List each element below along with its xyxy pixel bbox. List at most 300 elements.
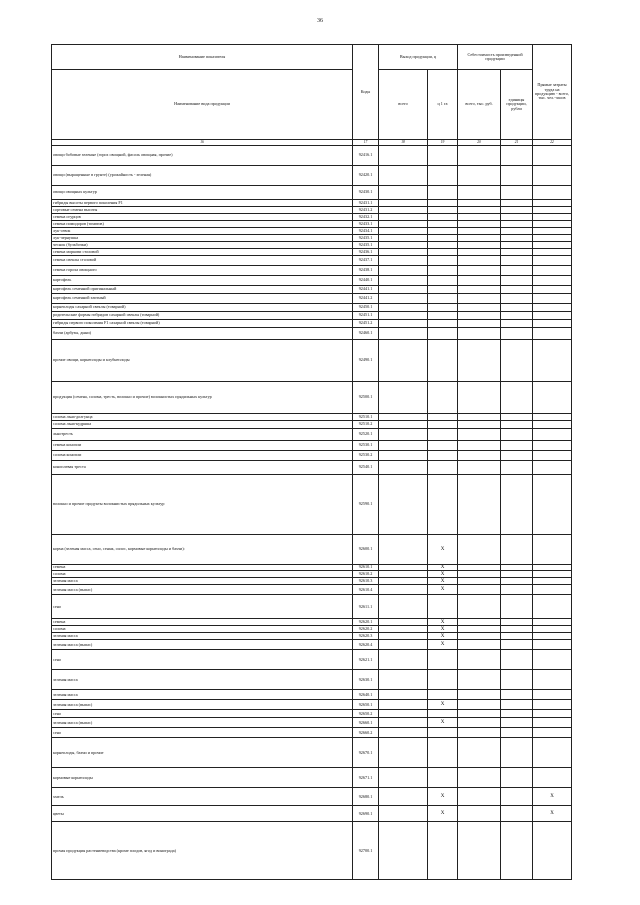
cost-unit-cell xyxy=(501,294,533,304)
output-total-cell xyxy=(379,670,428,690)
column-number: 19 xyxy=(428,140,458,146)
cost-header: Себестоимость произведенной продукции xyxy=(458,45,533,70)
product-name-cell: зеленая масса (выпас) xyxy=(52,640,353,650)
product-code-cell: 92490.1 xyxy=(353,340,379,382)
cost-unit-cell xyxy=(501,328,533,340)
output-per-ha-cell xyxy=(428,228,458,235)
product-code-cell: 92451.1 xyxy=(353,312,379,320)
output-per-ha-cell: X xyxy=(428,565,458,571)
cost-unit-cell xyxy=(501,429,533,441)
cost-unit-cell xyxy=(501,670,533,690)
cost-unit-cell xyxy=(501,312,533,320)
product-code-cell: 92530.1 xyxy=(353,441,379,451)
table-row xyxy=(52,670,572,690)
labor-cell xyxy=(533,461,572,475)
output-per-ha-cell: X xyxy=(428,619,458,626)
cost-unit-cell xyxy=(501,619,533,626)
product-name-cell: солома xyxy=(52,626,353,633)
table-row xyxy=(52,571,572,578)
labor-cell xyxy=(533,414,572,421)
product-name-cell: семена огурцов xyxy=(52,214,353,221)
cost-unit-cell xyxy=(501,242,533,249)
product-code-cell: 92650.2 xyxy=(353,710,379,718)
output-total-cell xyxy=(379,788,428,806)
product-name-cell: корнеплоды сахарной свеклы (товарной) xyxy=(52,304,353,312)
table-row xyxy=(52,228,572,235)
product-name-cell: корнеплоды, бахчи и прочие xyxy=(52,738,353,768)
product-code-cell: 92510.2 xyxy=(353,421,379,429)
labor-cell xyxy=(533,221,572,228)
cost-total-cell xyxy=(458,690,501,700)
output-total-cell xyxy=(379,340,428,382)
output-total-cell xyxy=(379,626,428,633)
table-row xyxy=(52,320,572,328)
output-total-cell xyxy=(379,475,428,535)
cost-total-cell xyxy=(458,640,501,650)
output-per-ha-cell xyxy=(428,286,458,294)
product-header: Наименование вида продукции xyxy=(52,70,353,140)
cost-unit-cell xyxy=(501,186,533,200)
product-code-cell: 92431.1 xyxy=(353,200,379,207)
cost-unit-cell xyxy=(501,256,533,266)
cost-total-cell xyxy=(458,266,501,276)
cost-total-cell xyxy=(458,429,501,441)
product-name-cell: солома льна-кудряша xyxy=(52,421,353,429)
cost-unit-cell xyxy=(501,214,533,221)
cost-unit-cell xyxy=(501,200,533,207)
table-row xyxy=(52,266,572,276)
product-name-cell: хмель xyxy=(52,788,353,806)
output-per-ha-cell xyxy=(428,328,458,340)
labor-cell xyxy=(533,200,572,207)
product-name-cell: семена xyxy=(52,565,353,571)
labor-cell xyxy=(533,650,572,670)
cost-total-cell xyxy=(458,700,501,710)
product-name-cell: прочие овощи, корнеплоды и клубнеплоды xyxy=(52,340,353,382)
output-per-ha-cell xyxy=(428,595,458,619)
table-row xyxy=(52,312,572,320)
labor-cell xyxy=(533,320,572,328)
cost-unit-cell xyxy=(501,304,533,312)
table-row xyxy=(52,700,572,710)
cost-unit-cell xyxy=(501,728,533,738)
product-name-cell: овощи бобовые зеленые (горох овощной, фасоль овощная, прочие) xyxy=(52,146,353,166)
cost-unit-cell xyxy=(501,441,533,451)
table-row xyxy=(52,249,572,256)
output-total-cell xyxy=(379,738,428,768)
cost-unit-cell xyxy=(501,768,533,788)
table-row xyxy=(52,166,572,186)
output-per-ha-cell xyxy=(428,710,458,718)
cost-unit-cell xyxy=(501,266,533,276)
output-total-cell xyxy=(379,718,428,728)
output-per-ha-cell: X xyxy=(428,788,458,806)
product-code-cell: 92433.1 xyxy=(353,221,379,228)
output-total-cell xyxy=(379,228,428,235)
labor-cell xyxy=(533,429,572,441)
product-code-cell: 92435.1 xyxy=(353,235,379,242)
labor-cell xyxy=(533,728,572,738)
column-number: 18 xyxy=(379,140,428,146)
output-total-cell xyxy=(379,619,428,626)
output-total-cell xyxy=(379,328,428,340)
cost-total-cell xyxy=(458,461,501,475)
output-total-cell xyxy=(379,200,428,207)
product-name-cell: коноплевая треста xyxy=(52,461,353,475)
labor-cell xyxy=(533,207,572,214)
cost-total-cell xyxy=(458,585,501,595)
output-total-cell xyxy=(379,166,428,186)
output-per-ha-cell xyxy=(428,441,458,451)
cost-unit-cell xyxy=(501,146,533,166)
output-per-ha-cell xyxy=(428,146,458,166)
output-total-cell xyxy=(379,304,428,312)
cost-unit-header: единицы продукции, рубли xyxy=(501,70,533,140)
table-row xyxy=(52,822,572,880)
labor-cell xyxy=(533,421,572,429)
labor-cell xyxy=(533,266,572,276)
product-code-cell: 92670.1 xyxy=(353,738,379,768)
column-number: 16 xyxy=(52,140,353,146)
output-per-ha-cell xyxy=(428,256,458,266)
table-row xyxy=(52,441,572,451)
page-number: 36 xyxy=(317,18,323,24)
labor-cell xyxy=(533,700,572,710)
labor-cell: X xyxy=(533,806,572,822)
output-per-ha-cell xyxy=(428,728,458,738)
cost-unit-cell xyxy=(501,475,533,535)
output-per-ha-cell xyxy=(428,242,458,249)
product-name-cell: гибриды первого поколения F1 сахарной свеклы (товарной) xyxy=(52,320,353,328)
product-code-cell: 92610.1 xyxy=(353,565,379,571)
labor-cell xyxy=(533,242,572,249)
labor-cell xyxy=(533,535,572,565)
labor-cell xyxy=(533,626,572,633)
cost-total-cell xyxy=(458,256,501,266)
cost-unit-cell xyxy=(501,235,533,242)
product-name-cell: солома льна-долгунца xyxy=(52,414,353,421)
output-total-cell xyxy=(379,221,428,228)
table-row xyxy=(52,619,572,626)
cost-total-cell xyxy=(458,221,501,228)
output-total-cell xyxy=(379,640,428,650)
cost-total-cell xyxy=(458,421,501,429)
product-code-cell: 92640.1 xyxy=(353,690,379,700)
cost-unit-cell xyxy=(501,228,533,235)
table-row xyxy=(52,451,572,461)
output-total-cell xyxy=(379,320,428,328)
cost-unit-cell xyxy=(501,571,533,578)
output-per-ha-cell xyxy=(428,822,458,880)
product-code-cell: 92450.1 xyxy=(353,304,379,312)
cost-unit-cell xyxy=(501,788,533,806)
cost-unit-cell xyxy=(501,320,533,328)
report-table xyxy=(51,44,572,880)
product-name-cell: сено xyxy=(52,728,353,738)
output-per-ha-cell xyxy=(428,461,458,475)
product-code-cell: 92440.1 xyxy=(353,276,379,286)
table-row xyxy=(52,414,572,421)
output-total-cell xyxy=(379,429,428,441)
product-name-cell: картофель семенной оригинальный xyxy=(52,286,353,294)
output-total-cell xyxy=(379,822,428,880)
cost-unit-cell xyxy=(501,718,533,728)
output-total-cell xyxy=(379,571,428,578)
output-per-ha-cell: X xyxy=(428,640,458,650)
output-per-ha-cell xyxy=(428,382,458,414)
product-code-cell: 92610.3 xyxy=(353,578,379,585)
column-number: 21 xyxy=(501,140,533,146)
table-row xyxy=(52,242,572,249)
cost-unit-cell xyxy=(501,806,533,822)
product-name-cell: цветы xyxy=(52,806,353,822)
product-code-cell: 92432.1 xyxy=(353,214,379,221)
table-row xyxy=(52,214,572,221)
table-row xyxy=(52,626,572,633)
cost-unit-cell xyxy=(501,166,533,186)
product-code-cell: 92600.1 xyxy=(353,535,379,565)
cost-total-header: всего, тыс. руб. xyxy=(458,70,501,140)
output-total-cell xyxy=(379,256,428,266)
output-total-cell xyxy=(379,235,428,242)
cost-total-cell xyxy=(458,249,501,256)
output-total-cell xyxy=(379,312,428,320)
product-code-cell: 92436.1 xyxy=(353,249,379,256)
output-total-cell xyxy=(379,451,428,461)
cost-unit-cell xyxy=(501,585,533,595)
product-name-cell: зеленая масса xyxy=(52,690,353,700)
output-per-ha-cell xyxy=(428,451,458,461)
product-name-cell: сено xyxy=(52,595,353,619)
product-code-cell: 92434.1 xyxy=(353,228,379,235)
cost-total-cell xyxy=(458,242,501,249)
output-total-cell xyxy=(379,294,428,304)
output-total-cell xyxy=(379,382,428,414)
labor-cell xyxy=(533,718,572,728)
output-per-ha-cell: X xyxy=(428,585,458,595)
cost-total-cell xyxy=(458,276,501,286)
product-name-cell: чеснок (бульбочки) xyxy=(52,242,353,249)
cost-total-cell xyxy=(458,166,501,186)
cost-unit-cell xyxy=(501,207,533,214)
labor-cell xyxy=(533,286,572,294)
output-per-ha-cell xyxy=(428,421,458,429)
labor-cell xyxy=(533,312,572,320)
labor-cell xyxy=(533,186,572,200)
product-code-cell: 92660.1 xyxy=(353,718,379,728)
output-per-ha-cell: X xyxy=(428,535,458,565)
cost-total-cell xyxy=(458,571,501,578)
output-total-cell xyxy=(379,186,428,200)
output-per-ha-cell xyxy=(428,429,458,441)
cost-unit-cell xyxy=(501,822,533,880)
output-per-ha-header: ц 1 га xyxy=(428,70,458,140)
product-code-cell: 92416.1 xyxy=(353,146,379,166)
output-total-cell xyxy=(379,710,428,718)
table-body xyxy=(52,146,572,880)
table-row xyxy=(52,429,572,441)
product-code-cell: 92540.1 xyxy=(353,461,379,475)
table-row xyxy=(52,806,572,822)
cost-total-cell xyxy=(458,822,501,880)
output-per-ha-cell xyxy=(428,207,458,214)
output-per-ha-cell xyxy=(428,738,458,768)
table-row xyxy=(52,728,572,738)
cost-total-cell xyxy=(458,619,501,626)
product-name-cell: сортовые семена высоты xyxy=(52,207,353,214)
product-name-cell: корма (зеленая масса, сено, сенаж, силос, кормовые корнеплоды и бахчи): xyxy=(52,535,353,565)
output-per-ha-cell xyxy=(428,221,458,228)
product-name-cell: картофель семенной элитный xyxy=(52,294,353,304)
labor-cell xyxy=(533,294,572,304)
output-per-ha-cell: X xyxy=(428,571,458,578)
cost-total-cell xyxy=(458,578,501,585)
product-code-cell: 92700.1 xyxy=(353,822,379,880)
cost-unit-cell xyxy=(501,700,533,710)
labor-cell xyxy=(533,633,572,640)
cost-unit-cell xyxy=(501,221,533,228)
output-per-ha-cell xyxy=(428,235,458,242)
product-name-cell: сено xyxy=(52,650,353,670)
product-name-cell: семена помидоров (томатов) xyxy=(52,221,353,228)
output-total-cell xyxy=(379,441,428,451)
cost-unit-cell xyxy=(501,535,533,565)
cost-unit-cell xyxy=(501,710,533,718)
table-row xyxy=(52,710,572,718)
cost-unit-cell xyxy=(501,276,533,286)
product-code-cell: 92441.1 xyxy=(353,286,379,294)
table-row xyxy=(52,718,572,728)
labor-cell xyxy=(533,451,572,461)
output-total-cell xyxy=(379,414,428,421)
product-code-cell: 92630.1 xyxy=(353,670,379,690)
output-per-ha-cell xyxy=(428,340,458,382)
output-total-cell xyxy=(379,249,428,256)
code-header: Коды xyxy=(353,45,379,140)
table-row xyxy=(52,200,572,207)
table-row xyxy=(52,690,572,700)
output-total-cell xyxy=(379,421,428,429)
table-row xyxy=(52,650,572,670)
output-total-cell xyxy=(379,535,428,565)
product-code-cell: 92680.1 xyxy=(353,788,379,806)
labor-cell xyxy=(533,328,572,340)
table-row xyxy=(52,207,572,214)
product-code-cell: 92620.4 xyxy=(353,640,379,650)
cost-total-cell xyxy=(458,595,501,619)
cost-unit-cell xyxy=(501,249,533,256)
cost-unit-cell xyxy=(501,595,533,619)
product-code-cell: 92510.1 xyxy=(353,414,379,421)
cost-total-cell xyxy=(458,768,501,788)
cost-total-cell xyxy=(458,312,501,320)
cost-unit-cell xyxy=(501,640,533,650)
product-code-cell: 92431.2 xyxy=(353,207,379,214)
column-number: 22 xyxy=(533,140,572,146)
output-total-cell xyxy=(379,700,428,710)
cost-unit-cell xyxy=(501,633,533,640)
product-name-cell: зеленая масса (выпас) xyxy=(52,700,353,710)
output-per-ha-cell xyxy=(428,266,458,276)
output-total-cell xyxy=(379,214,428,221)
product-code-cell: 92500.1 xyxy=(353,382,379,414)
labor-cell xyxy=(533,276,572,286)
table-row xyxy=(52,328,572,340)
table-row xyxy=(52,304,572,312)
column-number: 20 xyxy=(458,140,501,146)
cost-total-cell xyxy=(458,382,501,414)
output-per-ha-cell xyxy=(428,200,458,207)
output-per-ha-cell xyxy=(428,312,458,320)
cost-total-cell xyxy=(458,200,501,207)
labor-cell xyxy=(533,235,572,242)
cost-unit-cell xyxy=(501,414,533,421)
table-row xyxy=(52,585,572,595)
product-name-cell: продукция (семена, солома, тресть, волокно и прочие) волокнистых прядильных культур xyxy=(52,382,353,414)
cost-total-cell xyxy=(458,806,501,822)
labor-cell xyxy=(533,249,572,256)
cost-unit-cell xyxy=(501,461,533,475)
column-number: 17 xyxy=(353,140,379,146)
product-name-cell: лук-чернушка xyxy=(52,235,353,242)
labor-cell xyxy=(533,710,572,718)
labor-cell xyxy=(533,214,572,221)
labor-cell xyxy=(533,441,572,451)
output-per-ha-cell xyxy=(428,249,458,256)
cost-unit-cell xyxy=(501,421,533,429)
cost-total-cell xyxy=(458,738,501,768)
output-per-ha-cell: X xyxy=(428,626,458,633)
product-name-cell: прочая продукция растениеводства (кроме плодов, ягод и винограда) xyxy=(52,822,353,880)
product-name-cell: овощи овощных культур xyxy=(52,186,353,200)
cost-total-cell xyxy=(458,718,501,728)
cost-total-cell xyxy=(458,626,501,633)
output-per-ha-cell xyxy=(428,320,458,328)
product-name-cell: зеленая масса xyxy=(52,670,353,690)
product-code-cell: 92520.1 xyxy=(353,429,379,441)
product-name-cell: семена свеклы столовой xyxy=(52,256,353,266)
output-total-cell xyxy=(379,585,428,595)
output-total-cell xyxy=(379,207,428,214)
output-per-ha-cell xyxy=(428,166,458,186)
labor-cell xyxy=(533,640,572,650)
labor-cell xyxy=(533,670,572,690)
cost-total-cell xyxy=(458,441,501,451)
table-row xyxy=(52,382,572,414)
output-per-ha-cell xyxy=(428,294,458,304)
cost-total-cell xyxy=(458,146,501,166)
output-per-ha-cell: X xyxy=(428,700,458,710)
product-name-cell: семена xyxy=(52,619,353,626)
output-per-ha-cell xyxy=(428,650,458,670)
output-per-ha-cell xyxy=(428,214,458,221)
output-total-cell xyxy=(379,806,428,822)
product-code-cell: 92420.1 xyxy=(353,166,379,186)
cost-total-cell xyxy=(458,451,501,461)
product-name-cell: бахчи (арбузы, дыни) xyxy=(52,328,353,340)
labor-cell xyxy=(533,690,572,700)
product-code-cell: 92430.1 xyxy=(353,186,379,200)
product-name-cell: волокно и прочие продукты волокнистых прядильных культур xyxy=(52,475,353,535)
cost-total-cell xyxy=(458,186,501,200)
table-row xyxy=(52,221,572,228)
cost-total-cell xyxy=(458,475,501,535)
output-header: Выход продукции, ц xyxy=(379,45,458,70)
product-name-cell: зеленая масса (выпас) xyxy=(52,718,353,728)
output-per-ha-cell: X xyxy=(428,633,458,640)
cost-total-cell xyxy=(458,214,501,221)
product-code-cell: 92610.4 xyxy=(353,585,379,595)
